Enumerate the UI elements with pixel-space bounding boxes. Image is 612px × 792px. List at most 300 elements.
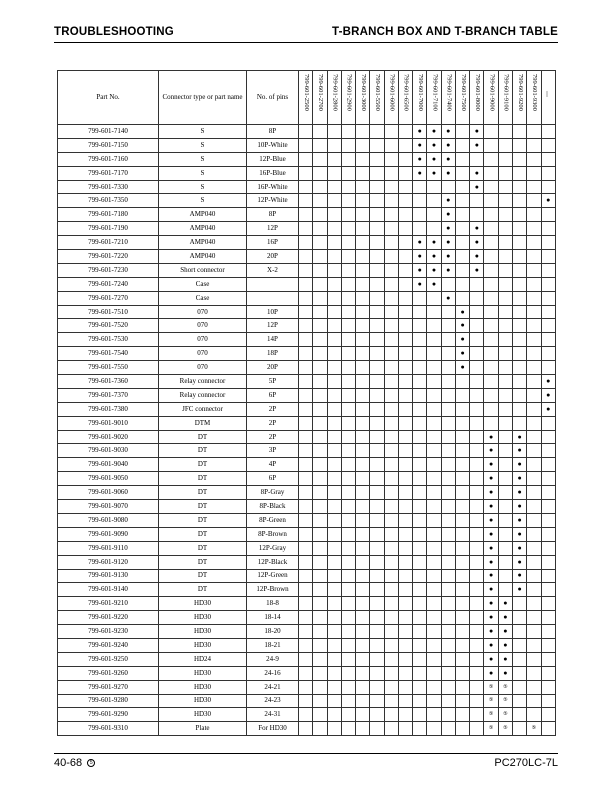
mark-cell [398,583,412,597]
mark-cell [441,611,455,625]
mark-cell [313,486,327,500]
mark-cell [527,333,541,347]
mark-cell: ● [484,500,498,514]
mark-cell [356,680,370,694]
mark-cell [541,333,555,347]
mark-cell [413,208,427,222]
mark-cell [541,472,555,486]
mark-cell [455,430,469,444]
mark-cell: ● [484,541,498,555]
mark-cell [370,527,384,541]
mark-cell [512,125,526,139]
mark-cell [441,722,455,736]
pin-count-cell: 12P-Brown [247,583,299,597]
mark-cell [541,638,555,652]
mark-cell [455,583,469,597]
part-number-cell: 799-601-9280 [58,694,159,708]
connector-type-cell: DT [159,513,247,527]
mark-cell [527,277,541,291]
pin-count-cell: 8P-Green [247,513,299,527]
mark-cell [370,430,384,444]
mark-cell [299,416,313,430]
mark-cell [413,597,427,611]
mark-cell [384,541,398,555]
mark-cell [313,194,327,208]
mark-cell [541,541,555,555]
mark-cell [398,430,412,444]
mark-cell [356,611,370,625]
mark-cell [470,680,484,694]
mark-cell [527,513,541,527]
mark-cell [413,194,427,208]
table-row [58,597,556,611]
table-row [58,708,556,722]
mark-cell: ● [512,430,526,444]
mark-cell [341,458,355,472]
mark-cell [384,472,398,486]
mark-cell [541,208,555,222]
mark-cell [541,625,555,639]
mark-cell [527,444,541,458]
connector-type-cell: HD30 [159,694,247,708]
part-number-cell: 799-601-9230 [58,625,159,639]
mark-cell [299,180,313,194]
table-row [58,472,556,486]
mark-cell: ● [512,513,526,527]
mark-cell [527,680,541,694]
table-row [58,625,556,639]
table-row [58,666,556,680]
mark-cell [427,638,441,652]
mark-cell [356,263,370,277]
pin-count-cell: 8P-Black [247,500,299,514]
part-number-cell: 799-601-9070 [58,500,159,514]
mark-cell [370,277,384,291]
mark-cell [341,333,355,347]
mark-cell [413,416,427,430]
mark-cell [384,430,398,444]
mark-cell: ● [484,583,498,597]
mark-cell [441,388,455,402]
mark-cell [413,180,427,194]
mark-cell [384,347,398,361]
mark-cell [370,611,384,625]
connector-type-cell: DT [159,541,247,555]
mark-cell [341,583,355,597]
mark-cell: ● [484,430,498,444]
mark-cell [398,250,412,264]
mark-cell [370,166,384,180]
mark-cell [541,416,555,430]
mark-cell [441,513,455,527]
box-column-header [470,71,484,125]
mark-cell [356,125,370,139]
mark-cell [441,583,455,597]
mark-cell [498,555,512,569]
pin-count-cell: 8P [247,208,299,222]
mark-cell [341,222,355,236]
mark-cell: ● [441,208,455,222]
mark-cell [427,472,441,486]
mark-cell [470,388,484,402]
mark-cell [455,222,469,236]
mark-cell: ● [427,138,441,152]
mark-cell [299,458,313,472]
table-row [58,583,556,597]
mark-cell [455,555,469,569]
mark-cell [313,319,327,333]
pin-count-cell: 24-23 [247,694,299,708]
connector-type-cell: HD30 [159,708,247,722]
pin-count-cell: 24-9 [247,652,299,666]
connector-type-cell: DT [159,430,247,444]
pin-count-cell: 14P [247,333,299,347]
mark-cell [427,500,441,514]
mark-cell [455,180,469,194]
mark-cell: ● [470,263,484,277]
t-branch-table [57,70,556,736]
mark-cell [341,555,355,569]
mark-cell [313,166,327,180]
mark-cell [384,680,398,694]
mark-cell [356,458,370,472]
mark-cell [512,722,526,736]
box-column-header [541,71,555,125]
mark-cell [299,305,313,319]
mark-cell: ● [498,652,512,666]
mark-cell [441,597,455,611]
connector-type-cell: DT [159,527,247,541]
mark-cell [370,666,384,680]
connector-type-cell: HD30 [159,666,247,680]
mark-cell [512,416,526,430]
mark-cell: ⑤ [484,680,498,694]
mark-cell [455,486,469,500]
mark-cell [341,722,355,736]
pin-count-cell: 20P [247,250,299,264]
mark-cell [327,402,341,416]
mark-cell [341,125,355,139]
mark-cell [527,208,541,222]
connector-type-cell: Relay connector [159,375,247,389]
part-number-cell: 799-601-7230 [58,263,159,277]
mark-cell [398,361,412,375]
mark-cell [427,319,441,333]
mark-cell [356,583,370,597]
mark-cell [413,347,427,361]
mark-cell [370,652,384,666]
mark-cell [398,652,412,666]
mark-cell [413,361,427,375]
connector-type-cell: HD30 [159,625,247,639]
mark-cell [527,250,541,264]
mark-cell [427,333,441,347]
mark-cell [313,236,327,250]
table-row [58,194,556,208]
mark-cell [327,638,341,652]
mark-cell [313,472,327,486]
part-number-cell: 799-601-7190 [58,222,159,236]
mark-cell [498,583,512,597]
table-row [58,375,556,389]
part-number-cell: 799-601-7540 [58,347,159,361]
box-column-label: 799-601-6000 [388,74,396,111]
pin-count-cell: 3P [247,444,299,458]
mark-cell [527,236,541,250]
mark-cell [455,375,469,389]
mark-cell [413,555,427,569]
mark-cell [299,333,313,347]
mark-cell [441,319,455,333]
mark-cell: ● [470,250,484,264]
mark-cell [527,166,541,180]
mark-cell [341,472,355,486]
pin-count-cell: 12P-Black [247,555,299,569]
mark-cell [413,638,427,652]
mark-cell [413,458,427,472]
mark-cell [398,305,412,319]
mark-cell [299,361,313,375]
box-column-header [341,71,355,125]
mark-cell [541,666,555,680]
mark-cell [455,138,469,152]
box-column-label: 799-601-2700 [317,74,325,111]
mark-cell [484,347,498,361]
mark-cell [299,222,313,236]
mark-cell [455,152,469,166]
mark-cell [427,375,441,389]
mark-cell [441,402,455,416]
connector-header: Connector type or part name [159,71,247,125]
mark-cell [541,611,555,625]
pin-count-cell: 8P [247,125,299,139]
mark-cell [527,402,541,416]
mark-cell [398,638,412,652]
mark-cell [398,125,412,139]
mark-cell: ● [484,611,498,625]
mark-cell: ● [484,527,498,541]
mark-cell [327,722,341,736]
mark-cell [498,527,512,541]
mark-cell [441,527,455,541]
mark-cell [313,222,327,236]
mark-cell [327,652,341,666]
mark-cell: ● [512,458,526,472]
mark-cell [370,625,384,639]
mark-cell [327,125,341,139]
mark-cell [299,375,313,389]
connector-type-cell: 070 [159,347,247,361]
mark-cell: ● [512,486,526,500]
mark-cell [455,250,469,264]
mark-cell [413,680,427,694]
mark-cell [327,444,341,458]
connector-type-cell: Case [159,277,247,291]
mark-cell [441,347,455,361]
mark-cell [427,652,441,666]
mark-cell [356,444,370,458]
connector-type-cell: DT [159,569,247,583]
mark-cell [370,541,384,555]
box-column-label: 799-601-7500 [459,74,467,111]
mark-cell [299,652,313,666]
connector-type-cell: AMP040 [159,250,247,264]
mark-cell [527,305,541,319]
mark-cell [441,416,455,430]
mark-cell [384,638,398,652]
mark-cell: ⑤ [498,694,512,708]
connector-type-cell: Plate [159,722,247,736]
mark-cell [541,180,555,194]
mark-cell [413,291,427,305]
mark-cell [356,333,370,347]
mark-cell [470,458,484,472]
mark-cell [498,500,512,514]
mark-cell [327,138,341,152]
mark-cell [370,388,384,402]
mark-cell [398,500,412,514]
pin-count-cell: 18P [247,347,299,361]
mark-cell [484,263,498,277]
pin-count-cell: 2P [247,416,299,430]
mark-cell [398,208,412,222]
mark-cell [398,291,412,305]
mark-cell [484,152,498,166]
mark-cell [327,500,341,514]
mark-cell: ● [413,236,427,250]
mark-cell [384,125,398,139]
mark-cell [470,305,484,319]
mark-cell [441,638,455,652]
mark-cell [370,597,384,611]
table-row [58,180,556,194]
mark-cell [498,458,512,472]
connector-type-cell: Short connector [159,263,247,277]
mark-cell: ● [498,625,512,639]
mark-cell [541,722,555,736]
pin-count-cell: 20P [247,361,299,375]
mark-cell [455,458,469,472]
mark-cell: ● [470,138,484,152]
mark-cell [384,222,398,236]
mark-cell: ● [413,166,427,180]
connector-type-cell: JFC connector [159,402,247,416]
mark-cell [527,263,541,277]
mark-cell [541,694,555,708]
mark-cell [398,402,412,416]
mark-cell [413,569,427,583]
mark-cell [370,319,384,333]
mark-cell [441,472,455,486]
mark-cell [398,180,412,194]
mark-cell [327,680,341,694]
mark-cell [299,722,313,736]
mark-cell [341,305,355,319]
connector-type-cell: AMP040 [159,222,247,236]
mark-cell [527,319,541,333]
mark-cell [398,152,412,166]
mark-cell [498,541,512,555]
mark-cell [341,541,355,555]
connector-type-cell: S [159,194,247,208]
table-row [58,263,556,277]
page-number-text: 40-68 [54,757,83,769]
mark-cell: ● [541,402,555,416]
mark-cell [470,513,484,527]
mark-cell [384,250,398,264]
mark-cell [313,138,327,152]
mark-cell [470,152,484,166]
mark-cell: ● [441,194,455,208]
mark-cell [541,138,555,152]
mark-cell [398,541,412,555]
mark-cell [484,125,498,139]
mark-cell [341,347,355,361]
mark-cell: ● [498,666,512,680]
mark-cell [512,597,526,611]
mark-cell [413,527,427,541]
mark-cell [384,416,398,430]
mark-cell [313,333,327,347]
mark-cell [484,180,498,194]
mark-cell [299,680,313,694]
mark-cell [498,194,512,208]
mark-cell [341,138,355,152]
mark-cell [299,208,313,222]
mark-cell [299,291,313,305]
mark-cell [398,458,412,472]
mark-cell [484,222,498,236]
mark-cell [313,125,327,139]
box-column-header [299,71,313,125]
mark-cell: ● [484,597,498,611]
part-number-cell: 799-601-9020 [58,430,159,444]
mark-cell: ● [441,263,455,277]
mark-cell [527,638,541,652]
mark-cell [498,402,512,416]
mark-cell [413,375,427,389]
mark-cell [527,222,541,236]
mark-cell [527,597,541,611]
mark-cell [527,486,541,500]
mark-cell [370,638,384,652]
mark-cell [299,638,313,652]
mark-cell [341,402,355,416]
mark-cell [455,416,469,430]
mark-cell [484,319,498,333]
box-column-label: 799-601-5500 [374,74,382,111]
box-column-label: 799-601-2900 [345,74,353,111]
mark-cell [455,402,469,416]
mark-cell [313,722,327,736]
mark-cell [327,694,341,708]
mark-cell [341,444,355,458]
mark-cell [299,166,313,180]
table-row [58,541,556,555]
mark-cell [427,402,441,416]
mark-cell [455,694,469,708]
mark-cell [541,361,555,375]
mark-cell [313,250,327,264]
mark-cell: ● [512,472,526,486]
mark-cell [441,180,455,194]
mark-cell [470,361,484,375]
connector-type-cell: DT [159,555,247,569]
mark-cell [455,638,469,652]
mark-cell [341,430,355,444]
connector-type-cell: S [159,152,247,166]
mark-cell [341,361,355,375]
